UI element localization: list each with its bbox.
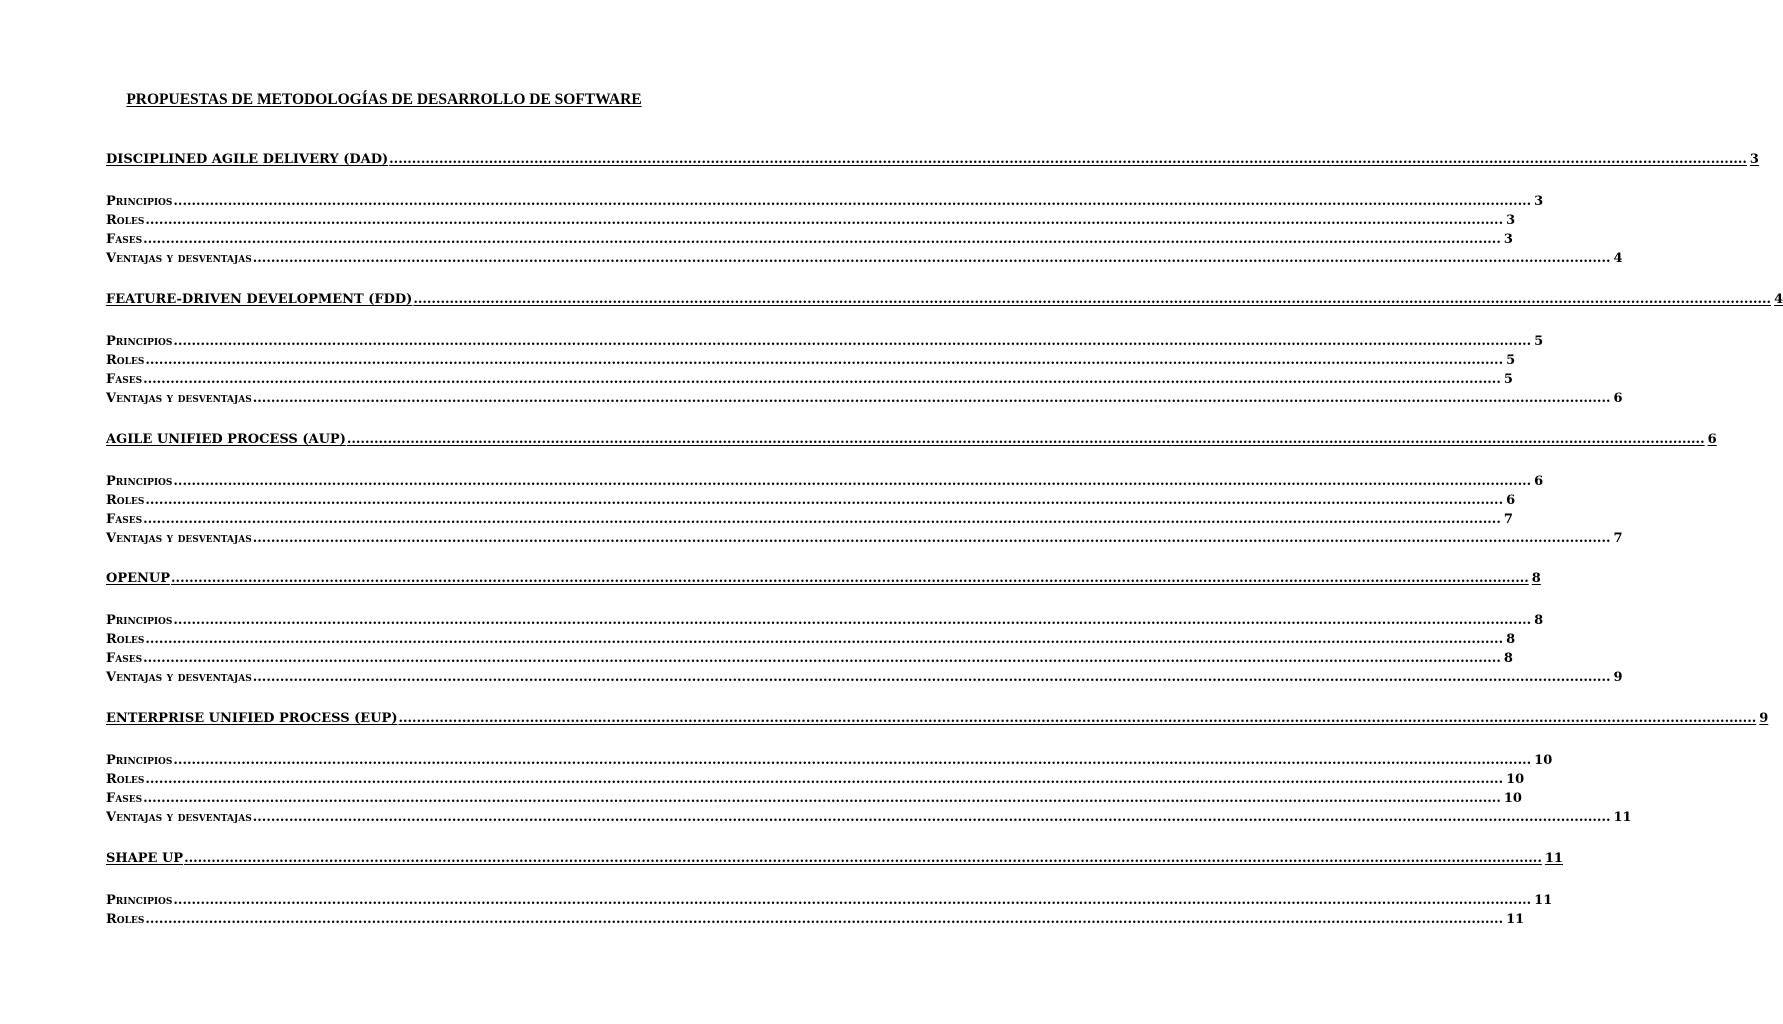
dot-leader: ............................................................................................................................................................................................................................................................................................................	[145, 353, 1504, 368]
dot-leader: ............................................................................................................................................................................................................................................................................................................	[145, 213, 1504, 228]
toc-entry-label: Ventajas y desventajas	[106, 670, 252, 685]
toc-page-number: 7	[1613, 531, 1623, 546]
dot-leader: ............................................................................................................................................................................................................................................................................................................	[173, 613, 1532, 628]
dot-leader: ............................................................................................................................................................................................................................................................................................................	[143, 232, 1501, 247]
toc-page-number: 7	[1503, 512, 1513, 527]
toc-entry-label: Roles	[106, 493, 145, 508]
toc-entry-label: Fases	[106, 512, 143, 527]
toc-page-number: 8	[1503, 651, 1513, 666]
toc-page-number: 6	[1506, 493, 1516, 508]
dot-leader: ............................................................................................................................................................................................................................................................................................................	[145, 632, 1504, 647]
dot-leader: ............................................................................................................................................................................................................................................................................................................	[143, 372, 1501, 387]
toc-entry-label: Ventajas y desventajas	[106, 531, 252, 546]
dot-leader: ............................................................................................................................................................................................................................................................................................................	[145, 493, 1504, 508]
dot-leader: ............................................................................................................................................................................................................................................................................................................	[143, 512, 1501, 527]
toc-subsection-entry[interactable]	[106, 632, 1516, 648]
toc-section-entry[interactable]	[106, 292, 1783, 308]
toc-page-number: 10	[1503, 791, 1522, 806]
toc-entry-label: Principios	[106, 753, 173, 768]
dot-leader: ............................................................................................................................................................................................................................................................................................................	[398, 711, 1757, 726]
toc-entry-label: Roles	[106, 912, 145, 927]
toc-page-number: 8	[1534, 613, 1544, 628]
toc-entry-label: FEATURE-DRIVEN DEVELOPMENT (FDD)	[106, 292, 413, 307]
toc-entry-label: SHAPE UP	[106, 851, 184, 866]
dot-leader: ............................................................................................................................................................................................................................................................................................................	[145, 912, 1504, 927]
toc-page-number: 6	[1534, 474, 1544, 489]
toc-subsection-entry[interactable]	[106, 334, 1544, 350]
toc-page-number: 11	[1544, 851, 1563, 866]
toc-page-number: 11	[1534, 893, 1553, 908]
toc-subsection-entry[interactable]	[106, 353, 1516, 369]
toc-entry-label: Principios	[106, 334, 173, 349]
toc-subsection-entry[interactable]	[106, 791, 1522, 807]
dot-leader: ............................................................................................................................................................................................................................................................................................................	[413, 292, 1772, 307]
toc-entry-label: Ventajas y desventajas	[106, 810, 252, 825]
dot-leader: ............................................................................................................................................................................................................................................................................................................	[252, 251, 1611, 266]
dot-leader: ............................................................................................................................................................................................................................................................................................................	[252, 531, 1611, 546]
toc-subsection-entry[interactable]	[106, 531, 1623, 547]
toc-entry-label: Fases	[106, 232, 143, 247]
toc-entry-label: Fases	[106, 791, 143, 806]
toc-subsection-entry[interactable]	[106, 213, 1516, 229]
toc-page-number: 3	[1503, 232, 1513, 247]
toc-page-number: 4	[1613, 251, 1623, 266]
toc-subsection-entry[interactable]	[106, 613, 1544, 629]
toc-title: PROPUESTAS DE METODOLOGÍAS DE DESARROLLO DE SOFTWARE	[126, 91, 642, 108]
dot-leader: ............................................................................................................................................................................................................................................................................................................	[173, 474, 1532, 489]
toc-entry-label: Roles	[106, 353, 145, 368]
toc-page-number: 9	[1613, 670, 1623, 685]
dot-leader: ............................................................................................................................................................................................................................................................................................................	[389, 152, 1747, 167]
toc-subsection-entry[interactable]	[106, 493, 1516, 509]
dot-leader: ............................................................................................................................................................................................................................................................................................................	[252, 670, 1611, 685]
toc-entry-label: DISCIPLINED AGILE DELIVERY (DAD)	[106, 152, 389, 167]
toc-subsection-entry[interactable]	[106, 512, 1513, 528]
toc-subsection-entry[interactable]	[106, 391, 1623, 407]
toc-entry-label: Principios	[106, 474, 173, 489]
toc-page-number: 10	[1506, 772, 1525, 787]
dot-leader: ............................................................................................................................................................................................................................................................................................................	[173, 334, 1532, 349]
toc-page-number: 10	[1534, 753, 1553, 768]
toc-subsection-entry[interactable]	[106, 372, 1513, 388]
dot-leader: ............................................................................................................................................................................................................................................................................................................	[143, 791, 1501, 806]
toc-subsection-entry[interactable]	[106, 772, 1525, 788]
toc-subsection-entry[interactable]	[106, 753, 1553, 769]
toc-page-number: 3	[1749, 152, 1759, 167]
toc-subsection-entry[interactable]	[106, 912, 1525, 928]
dot-leader: ............................................................................................................................................................................................................................................................................................................	[346, 432, 1705, 447]
toc-entry-label: AGILE UNIFIED PROCESS (AUP)	[106, 432, 346, 447]
toc-subsection-entry[interactable]	[106, 194, 1544, 210]
toc-section-entry[interactable]	[106, 711, 1769, 727]
dot-leader: ............................................................................................................................................................................................................................................................................................................	[173, 893, 1532, 908]
toc-subsection-entry[interactable]	[106, 893, 1553, 909]
toc-entry-label: Ventajas y desventajas	[106, 391, 252, 406]
toc-entry-label: Ventajas y desventajas	[106, 251, 252, 266]
toc-entry-label: OPENUP	[106, 571, 171, 586]
toc-page-number: 4	[1774, 292, 1783, 307]
toc-page-number: 9	[1759, 711, 1769, 726]
dot-leader: ............................................................................................................................................................................................................................................................................................................	[184, 851, 1542, 866]
toc-subsection-entry[interactable]	[106, 232, 1513, 248]
toc-page-number: 5	[1534, 334, 1544, 349]
toc-section-entry[interactable]	[106, 152, 1759, 168]
toc-entry-label: Roles	[106, 213, 145, 228]
toc-page-number: 11	[1506, 912, 1525, 927]
toc-subsection-entry[interactable]	[106, 474, 1544, 490]
toc-section-entry[interactable]	[106, 432, 1717, 448]
toc-entry-label: Fases	[106, 372, 143, 387]
toc-subsection-entry[interactable]	[106, 651, 1513, 667]
toc-entry-label: Principios	[106, 893, 173, 908]
dot-leader: ............................................................................................................................................................................................................................................................................................................	[143, 651, 1501, 666]
toc-page-number: 6	[1707, 432, 1717, 447]
toc-page-number: 3	[1506, 213, 1516, 228]
toc-page-number: 5	[1506, 353, 1516, 368]
toc-entry-label: Roles	[106, 772, 145, 787]
toc-page-number: 5	[1503, 372, 1513, 387]
dot-leader: ............................................................................................................................................................................................................................................................................................................	[171, 571, 1529, 586]
dot-leader: ............................................................................................................................................................................................................................................................................................................	[252, 391, 1611, 406]
dot-leader: ............................................................................................................................................................................................................................................................................................................	[252, 810, 1611, 825]
toc-subsection-entry[interactable]	[106, 810, 1632, 826]
toc-entry-label: Principios	[106, 194, 173, 209]
toc-page-number: 3	[1534, 194, 1544, 209]
toc-page-number: 8	[1506, 632, 1516, 647]
toc-section-entry[interactable]	[106, 851, 1563, 867]
toc-page-number: 6	[1613, 391, 1623, 406]
toc-entry-label: Principios	[106, 613, 173, 628]
dot-leader: ............................................................................................................................................................................................................................................................................................................	[173, 194, 1532, 209]
toc-section-entry[interactable]	[106, 571, 1541, 587]
toc-entry-label: Roles	[106, 632, 145, 647]
dot-leader: ............................................................................................................................................................................................................................................................................................................	[145, 772, 1504, 787]
toc-entry-label: ENTERPRISE UNIFIED PROCESS (EUP)	[106, 711, 398, 726]
toc-entry-label: Fases	[106, 651, 143, 666]
dot-leader: ............................................................................................................................................................................................................................................................................................................	[173, 753, 1532, 768]
toc-page-number: 11	[1613, 810, 1632, 825]
toc-subsection-entry[interactable]	[106, 670, 1623, 686]
toc-page-number: 8	[1531, 571, 1541, 586]
toc-subsection-entry[interactable]	[106, 251, 1623, 267]
